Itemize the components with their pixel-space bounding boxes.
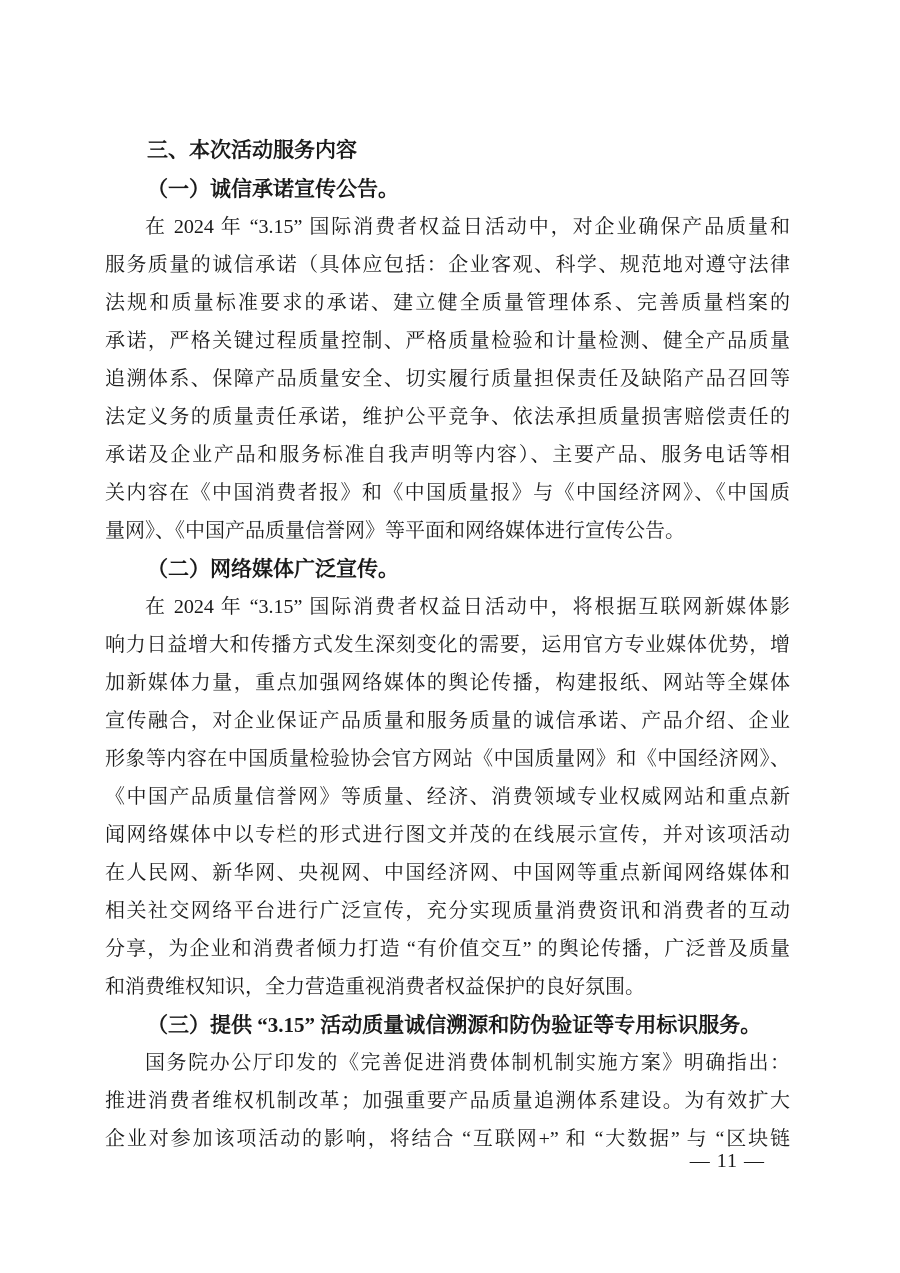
paragraph-line: 企业对参加该项活动的影响，将结合 “互联网+” 和 “大数据” 与 “区块链 <box>105 1128 790 1150</box>
paragraph-line: 在 2024 年 “3.15” 国际消费者权益日活动中，将根据互联网新媒体影 <box>145 596 790 618</box>
paragraph-line: 追溯体系、保障产品质量安全、切实履行质量担保责任及缺陷产品召回等 <box>105 368 790 390</box>
paragraph-line: 服务质量的诚信承诺（具体应包括：企业客观、科学、规范地对遵守法律 <box>105 254 790 276</box>
paragraph-line: 在 2024 年 “3.15” 国际消费者权益日活动中，对企业确保产品质量和 <box>145 216 790 238</box>
paragraph-line: 在人民网、新华网、央视网、中国经济网、中国网等重点新闻网络媒体和 <box>105 862 790 884</box>
paragraph-line: 和消费维权知识，全力营造重视消费者权益保护的良好氛围。 <box>105 976 645 998</box>
paragraph-line: 法定义务的质量责任承诺，维护公平竞争、依法承担质量损害赔偿责任的 <box>105 406 790 428</box>
section-heading: 三、本次活动服务内容 <box>147 139 357 162</box>
paragraph-line: 承诺及企业产品和服务标准自我声明等内容）、主要产品、服务电话等相 <box>105 444 790 466</box>
paragraph-line: 宣传融合，对企业保证产品质量和服务质量的诚信承诺、产品介绍、企业 <box>105 710 790 732</box>
subsection-heading-2: （二）网络媒体广泛宣传。 <box>147 557 399 581</box>
paragraph-line: 推进消费者维权机制改革；加强重要产品质量追溯体系建设。为有效扩大 <box>105 1090 790 1112</box>
paragraph-line: 量网》、《中国产品质量信誉网》等平面和网络媒体进行宣传公告。 <box>105 520 685 542</box>
page-number: — 11 — <box>689 1150 765 1172</box>
paragraph-line: 响力日益增大和传播方式发生深刻变化的需要，运用官方专业媒体优势，增 <box>105 634 790 656</box>
paragraph-line: 分享，为企业和消费者倾力打造 “有价值交互” 的舆论传播，广泛普及质量 <box>105 938 790 960</box>
paragraph-line: 承诺，严格关键过程质量控制、严格质量检验和计量检测、健全产品质量 <box>105 330 790 352</box>
subsection-heading-1: （一）诚信承诺宣传公告。 <box>147 177 399 201</box>
paragraph-line: 形象等内容在中国质量检验协会官方网站《中国质量网》和《中国经济网》、 <box>105 748 790 770</box>
document-body <box>105 132 790 1158</box>
paragraph-line: 《中国产品质量信誉网》等质量、经济、消费领域专业权威网站和重点新 <box>105 786 790 808</box>
paragraph-line: 国务院办公厅印发的《完善促进消费体制机制实施方案》明确指出： <box>145 1052 790 1074</box>
paragraph-line: 加新媒体力量，重点加强网络媒体的舆论传播，构建报纸、网站等全媒体 <box>105 672 790 694</box>
paragraph-line: 法规和质量标准要求的承诺、建立健全质量管理体系、完善质量档案的 <box>105 292 790 314</box>
paragraph-line: 闻网络媒体中以专栏的形式进行图文并茂的在线展示宣传，并对该项活动 <box>105 824 790 846</box>
subsection-heading-3: （三）提供 “3.15” 活动质量诚信溯源和防伪验证等专用标识服务。 <box>147 1013 762 1037</box>
paragraph-line: 关内容在《中国消费者报》和《中国质量报》与《中国经济网》、《中国质 <box>105 482 790 504</box>
paragraph-line: 相关社交网络平台进行广泛宣传，充分实现质量消费资讯和消费者的互动 <box>105 900 790 922</box>
